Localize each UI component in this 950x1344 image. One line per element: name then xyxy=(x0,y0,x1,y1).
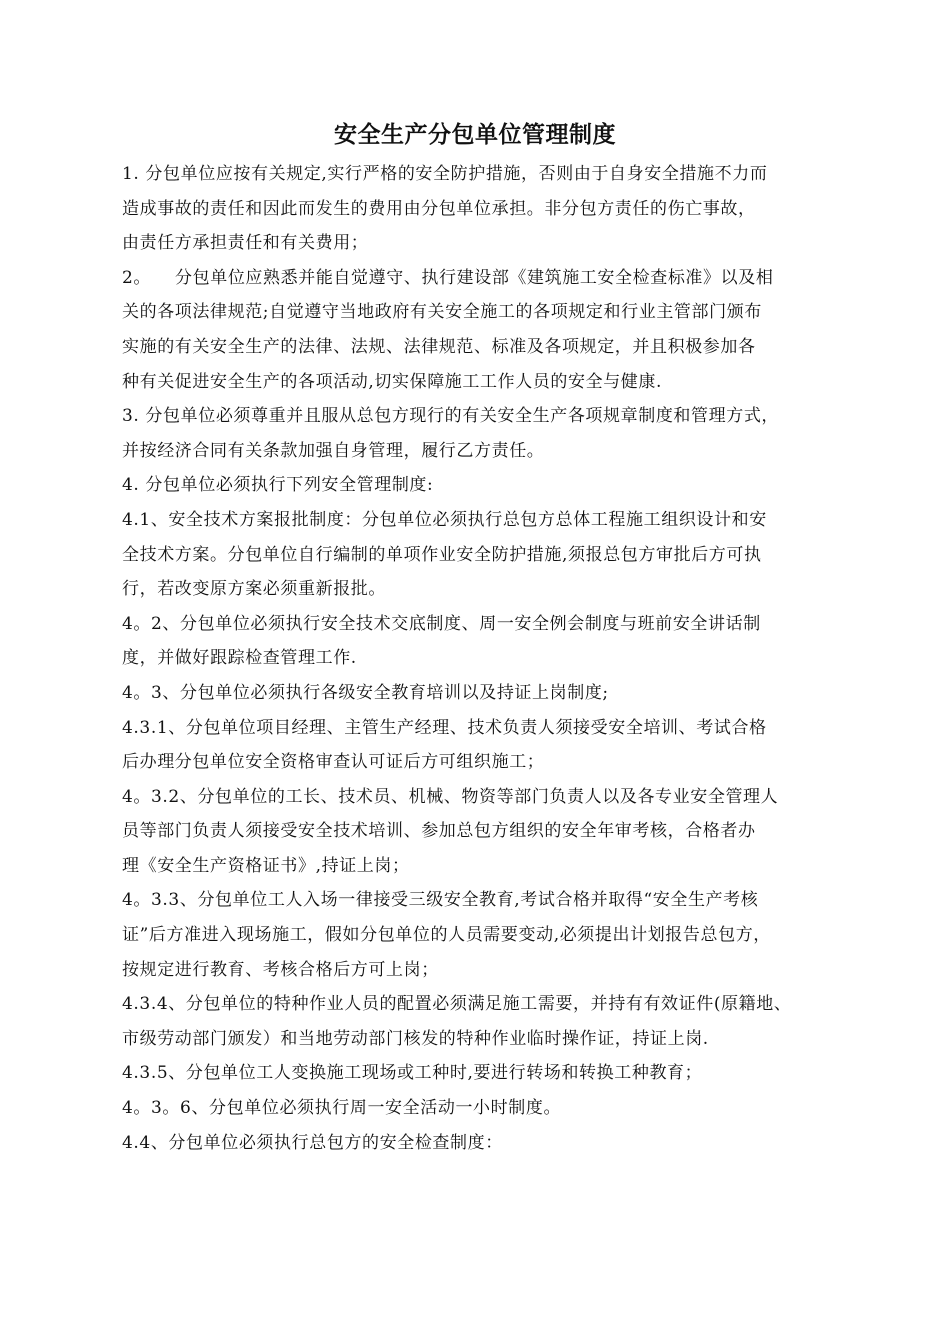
text-line: 4。3.2、分包单位的工长、技术员、机械、物资等部门负责人以及各专业安全管理人 xyxy=(122,786,779,807)
text-line: 4。3.3、分包单位工人入场一律接受三级安全教育,考试合格并取得“安全生产考核 xyxy=(122,890,759,911)
text-line: 员等部门负责人须接受安全技术培训、参加总包方组织的安全年审考核，合格者办 xyxy=(122,821,756,842)
text-line: 1. 分包单位应按有关规定,实行严格的安全防护措施，否则由于自身安全措施不力而 xyxy=(122,164,768,184)
text-line: 市级劳动部门颁发）和当地劳动部门核发的特种作业临时操作证，持证上岗. xyxy=(122,1028,709,1049)
text-line: 4。3。6、分包单位必须执行周一安全活动一小时制度。 xyxy=(122,1098,562,1119)
text-line: 4。2、分包单位必须执行安全技术交底制度、周一安全例会制度与班前安全讲话制 xyxy=(122,613,761,634)
text-line: 2。 分包单位应熟悉并能自觉遵守、执行建设部《建筑施工安全检查标准》以及相 xyxy=(122,267,774,288)
text-line: 种有关促进安全生产的各项活动,切实保障施工工作人员的安全与健康. xyxy=(122,371,663,392)
text-line: 度，并做好跟踪检查管理工作. xyxy=(122,648,357,669)
text-line: 由责任方承担责任和有关费用； xyxy=(122,233,369,254)
text-line: 4.3.5、分包单位工人变换施工现场或工种时,要进行转场和转换工种教育； xyxy=(122,1063,703,1084)
text-line: 4.3.4、分包单位的特种作业人员的配置必须满足施工需要，并持有有效证件(原籍地、 xyxy=(122,994,792,1015)
text-line: 并按经济合同有关条款加强自身管理，履行乙方责任。 xyxy=(122,440,545,461)
text-line: 造成事故的责任和因此而发生的费用由分包单位承担。非分包方责任的伤亡事故， xyxy=(122,198,756,219)
document-title: 安全生产分包单位管理制度 xyxy=(334,122,616,148)
text-line: 4。3、分包单位必须执行各级安全教育培训以及持证上岗制度; xyxy=(122,682,609,703)
text-line: 关的各项法律规范;自觉遵守当地政府有关安全施工的各项规定和行业主管部门颁布 xyxy=(122,302,762,323)
document-body xyxy=(122,157,832,1160)
text-line: 理《安全生产资格证书》,持证上岗； xyxy=(122,855,410,876)
text-line: 后办理分包单位安全资格审查认可证后方可组织施工； xyxy=(122,752,545,773)
text-line: 行，若改变原方案必须重新报批。 xyxy=(122,579,386,600)
text-line: 证”后方准进入现场施工，假如分包单位的人员需要变动,必须提出计划报告总包方， xyxy=(122,925,771,946)
text-line: 4.4、分包单位必须执行总包方的安全检查制度： xyxy=(122,1132,503,1153)
text-line: 4. 分包单位必须执行下列安全管理制度: xyxy=(122,475,434,496)
text-line: 按规定进行教育、考核合格后方可上岗； xyxy=(122,959,439,980)
text-line: 4.3.1、分包单位项目经理、主管生产经理、技术负责人须接受安全培训、考试合格 xyxy=(122,717,767,738)
text-line: 4.1、安全技术方案报批制度：分包单位必须执行总包方总体工程施工组织设计和安 xyxy=(122,509,767,530)
text-line: 实施的有关安全生产的法律、法规、法律规范、标准及各项规定，并且积极参加各 xyxy=(122,336,756,357)
text-line: 3. 分包单位必须尊重并且服从总包方现行的有关安全生产各项规章制度和管理方式， xyxy=(122,406,780,427)
text-line: 全技术方案。分包单位自行编制的单项作业安全防护措施,须报总包方审批后方可执 xyxy=(122,544,762,565)
